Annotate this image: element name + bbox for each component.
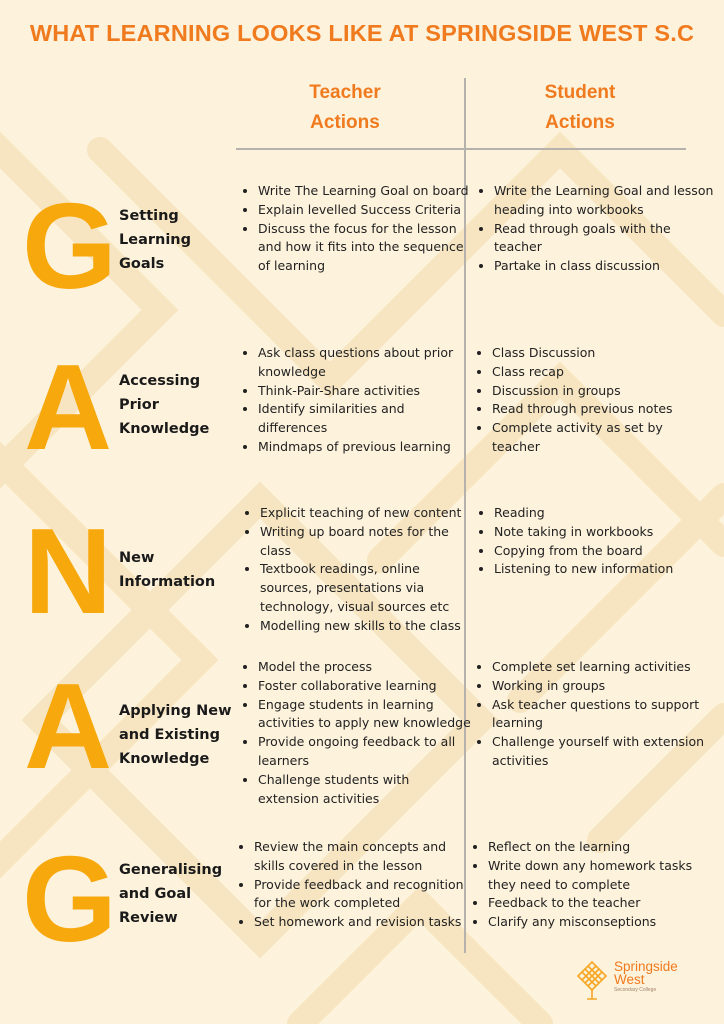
student-header-line1: Student	[544, 82, 616, 103]
stage-label-line: Setting	[119, 208, 179, 224]
list-item: • Complete set learning activities	[492, 658, 714, 677]
stage-letter-g: G	[22, 178, 117, 314]
page-title: WHAT LEARNING LOOKS LIKE AT SPRINGSIDE WEST S.C	[29, 20, 695, 46]
list-item: • Write down any homework tasks they need to complete	[488, 857, 710, 895]
stage-letter-n: N	[23, 503, 113, 639]
stage-letter-a: A	[23, 339, 113, 475]
teacher-actions-list	[246, 504, 472, 636]
list-item: • Discussion in groups	[492, 382, 712, 401]
list-item: • Write The Learning Goal on board	[258, 182, 472, 201]
teacher-actions-list	[244, 182, 472, 276]
list-item: • Challenge yourself with extension activities	[492, 733, 714, 771]
stage-letter-a: A	[23, 658, 113, 794]
stage-label-line: Goals	[119, 256, 165, 272]
list-item: • Think-Pair-Share activities	[258, 382, 472, 401]
student-actions-list	[478, 344, 712, 457]
stage-label-line: Applying New	[119, 703, 232, 719]
list-item: • Copying from the board	[494, 542, 714, 561]
list-item: • Write the Learning Goal and lesson heading into workbooks	[494, 182, 714, 220]
stage-label-setting-learning-goals	[119, 204, 239, 276]
stage-label-accessing-prior-knowledge	[119, 369, 244, 441]
stage-label-line: Learning	[119, 232, 192, 248]
student-actions-list	[480, 182, 714, 276]
header-divider	[236, 148, 686, 150]
student-header-line2: Actions	[545, 112, 615, 133]
stage-label-line: New	[119, 550, 155, 566]
teacher-header-line2: Actions	[310, 112, 380, 133]
logo-name-line1: Springside	[614, 959, 678, 974]
stage-label-line: Knowledge	[119, 751, 210, 767]
list-item: • Class Discussion	[492, 344, 712, 363]
list-item: • Working in groups	[492, 677, 714, 696]
list-item: • Feedback to the teacher	[488, 894, 710, 913]
student-actions-header	[480, 78, 680, 138]
list-item: • Mindmaps of previous learning	[258, 438, 472, 457]
list-item: • Partake in class discussion	[494, 257, 714, 276]
list-item: • Clarify any misconseptions	[488, 913, 710, 932]
teacher-actions-list	[240, 838, 470, 932]
student-actions-list	[474, 838, 710, 932]
list-item: • Read through goals with the teacher	[494, 220, 714, 258]
list-item: • Textbook readings, online sources, presentations via technology, visual sources etc	[260, 560, 472, 616]
student-actions-list	[478, 658, 714, 771]
student-actions-list	[480, 504, 714, 579]
logo-text	[614, 960, 678, 993]
stage-label-line: and Existing	[119, 727, 220, 743]
stage-label-line: and Goal	[119, 886, 192, 902]
teacher-actions-list	[244, 658, 472, 808]
list-item: • Reading	[494, 504, 714, 523]
list-item: • Challenge students with extension activities	[258, 771, 472, 809]
list-item: • Reflect on the learning	[488, 838, 710, 857]
list-item: • Model the process	[258, 658, 472, 677]
stage-label-generalising-and-goal-review	[119, 858, 239, 930]
logo-name-line2: West	[614, 972, 645, 987]
stage-letter-g: G	[22, 831, 117, 967]
stage-label-line: Information	[119, 574, 216, 590]
stage-label-new-information	[119, 546, 239, 594]
list-item: • Listening to new information	[494, 560, 714, 579]
logo-subtitle: Secondary College	[614, 987, 657, 993]
stage-label-line: Review	[119, 910, 178, 926]
list-item: • Ask class questions about prior knowledge	[258, 344, 472, 382]
list-item: • Provide ongoing feedback to all learners	[258, 733, 472, 771]
list-item: • Class recap	[492, 363, 712, 382]
stage-label-line: Accessing Prior	[119, 373, 201, 413]
stage-label-line: Knowledge	[119, 421, 210, 437]
list-item: • Explicit teaching of new content	[260, 504, 472, 523]
teacher-actions-header	[245, 78, 445, 138]
list-item: • Discuss the focus for the lesson and how it fits into the sequence of learning	[258, 220, 472, 276]
list-item: • Ask teacher questions to support learning	[492, 696, 714, 734]
list-item: • Note taking in workbooks	[494, 523, 714, 542]
springside-west-logo	[572, 956, 702, 1002]
list-item: • Writing up board notes for the class	[260, 523, 472, 561]
list-item: • Modelling new skills to the class	[260, 617, 472, 636]
teacher-actions-list	[244, 344, 472, 457]
list-item: • Read through previous notes	[492, 400, 712, 419]
list-item: • Identify similarities and differences	[258, 400, 472, 438]
teacher-header-line1: Teacher	[309, 82, 381, 103]
stage-label-applying-new-and-existing-knowledge	[119, 699, 239, 771]
list-item: • Set homework and revision tasks	[254, 913, 470, 932]
list-item: • Review the main concepts and skills covered in the lesson	[254, 838, 470, 876]
list-item: • Foster collaborative learning	[258, 677, 472, 696]
list-item: • Engage students in learning activities to apply new knowledge	[258, 696, 472, 734]
list-item: • Complete activity as set by teacher	[492, 419, 712, 457]
list-item: • Provide feedback and recognition for the work completed	[254, 876, 470, 914]
list-item: • Explain levelled Success Criteria	[258, 201, 472, 220]
stage-label-line: Generalising	[119, 862, 223, 878]
lattice-tree-icon	[572, 956, 612, 1000]
